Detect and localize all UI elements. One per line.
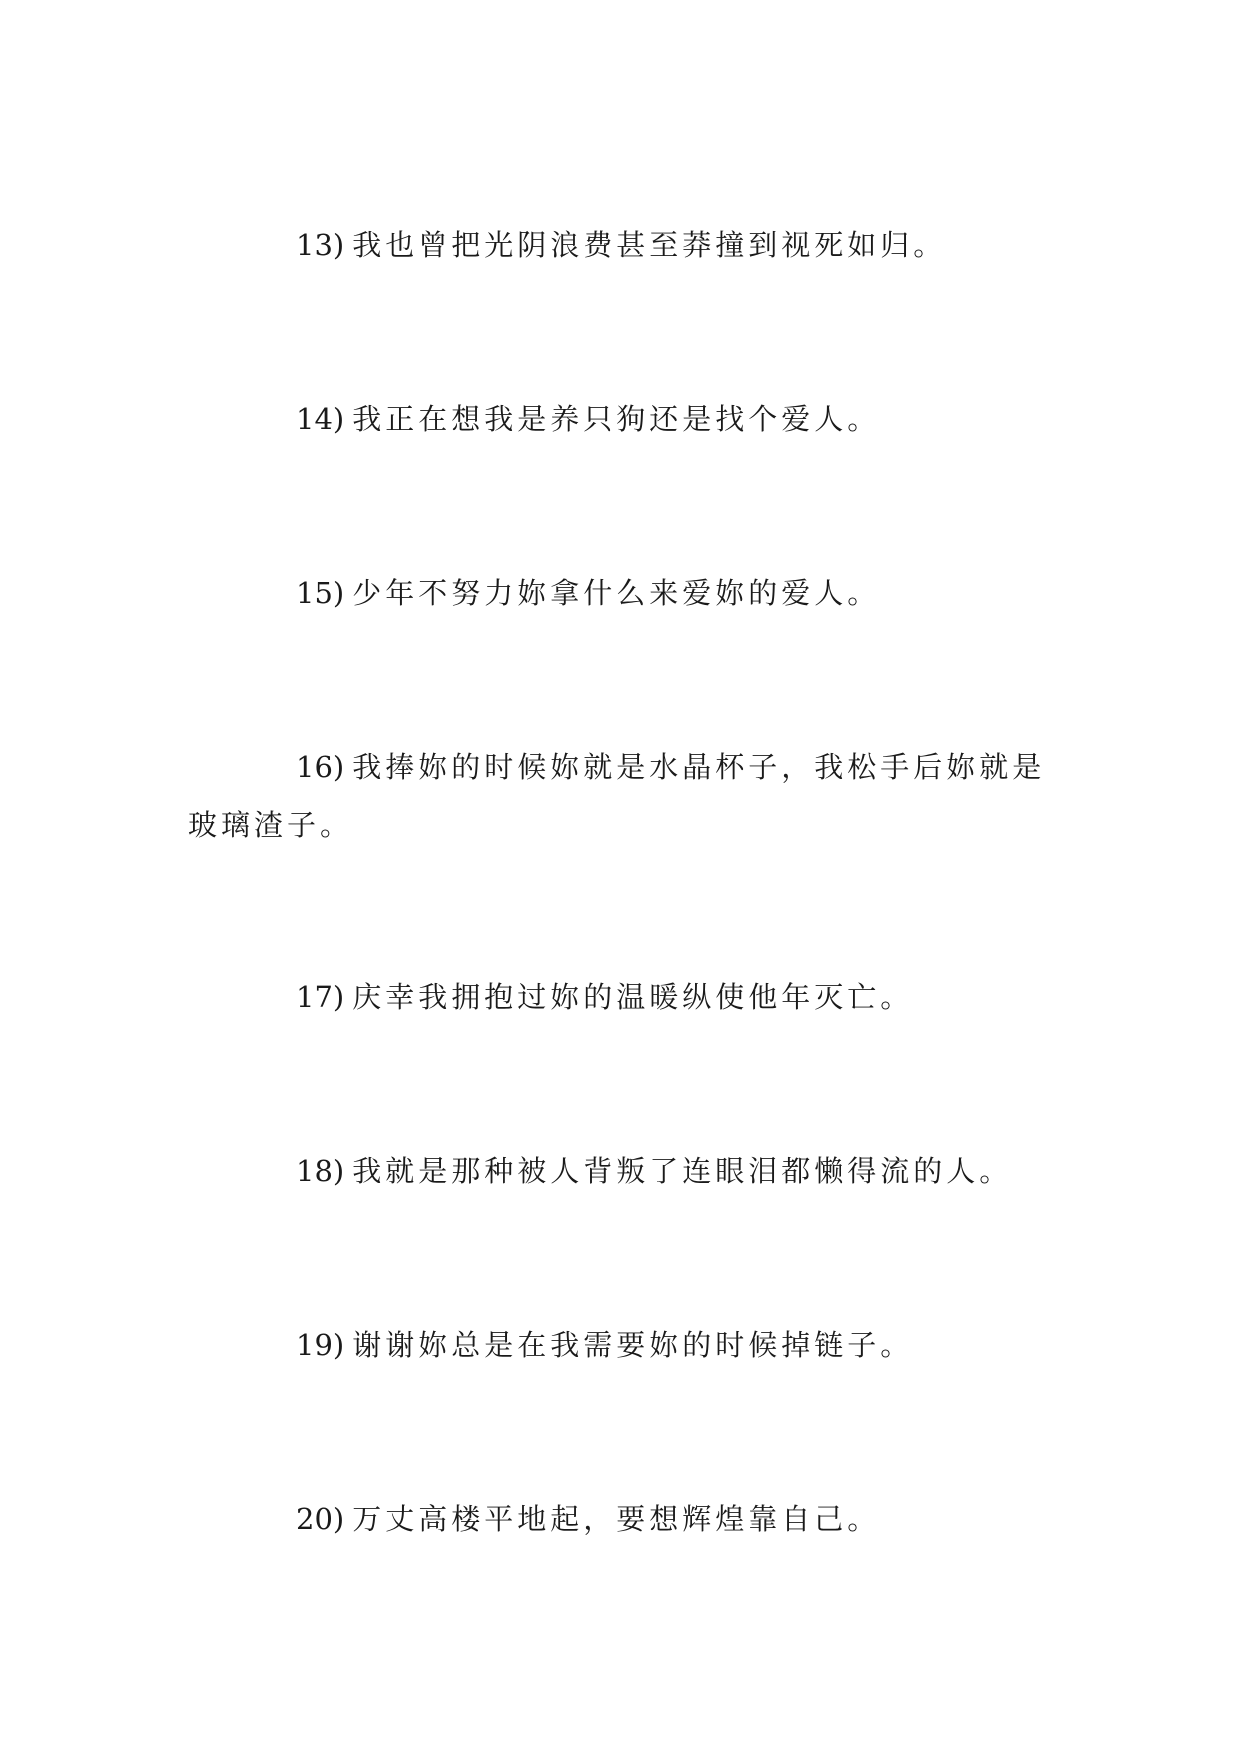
list-item [188,564,1058,622]
list-item [188,216,1058,274]
item-number: 14) [296,402,345,436]
list-item [188,738,1058,854]
item-text: 万丈高楼平地起，要想辉煌靠自己。 [352,1502,881,1536]
item-number: 13) [296,228,345,262]
item-number: 15) [296,576,345,610]
item-text: 谢谢妳总是在我需要妳的时候掉链子。 [352,1328,914,1362]
item-text: 少年不努力妳拿什么来爱妳的爱人。 [352,576,881,610]
list-item [188,390,1058,448]
item-number: 20) [296,1502,345,1536]
list-item [188,1316,1058,1374]
item-number: 16) [296,750,345,784]
item-text: 我就是那种被人背叛了连眼泪都懒得流的人。 [352,1154,1013,1188]
item-text: 我也曾把光阴浪费甚至莽撞到视死如归。 [352,228,947,262]
list-item [188,1142,1058,1200]
list-item [188,968,1058,1026]
item-number: 18) [296,1154,345,1188]
item-number: 19) [296,1328,345,1362]
item-text: 我捧妳的时候妳就是水晶杯子，我松手后妳就是玻璃渣子。 [188,750,1046,842]
item-text: 庆幸我拥抱过妳的温暖纵使他年灭亡。 [352,980,914,1014]
item-number: 17) [296,980,345,1014]
item-text: 我正在想我是养只狗还是找个爱人。 [352,402,881,436]
list-item [188,1490,1058,1548]
